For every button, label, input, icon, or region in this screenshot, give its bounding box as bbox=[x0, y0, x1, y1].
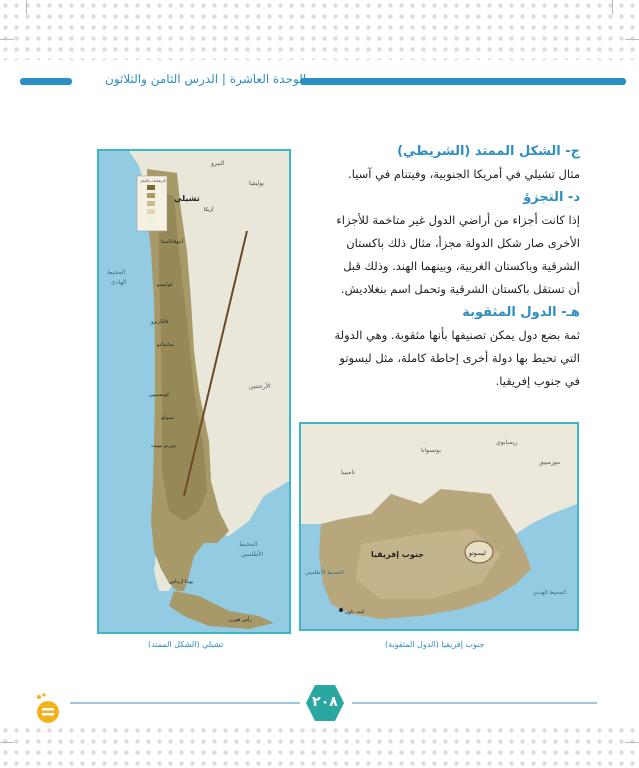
label-chile: تشيلي bbox=[174, 194, 200, 203]
label-valparaiso: فالباريزو bbox=[151, 319, 169, 325]
label-indian: المحيط الهندي bbox=[533, 590, 567, 596]
south-africa-map bbox=[299, 422, 579, 631]
chile-map bbox=[97, 149, 291, 634]
top-dot-pattern bbox=[0, 0, 639, 60]
label-atlantic-2: الأطلسي bbox=[241, 551, 264, 558]
label-atlantic: المحيط الأطلسي bbox=[305, 570, 344, 576]
section-d-heading: د- التجزؤ bbox=[523, 190, 580, 205]
footer-line-left bbox=[70, 702, 300, 704]
label-puerto-montt: بويرتو مونت bbox=[151, 443, 177, 449]
header-bar-right bbox=[300, 78, 626, 85]
label-pacific-2: الهادئ bbox=[111, 279, 127, 286]
unit-title: الوحدة العاشرة | الدرس الثامن والثلاثون bbox=[105, 72, 307, 86]
label-punta-arenas: بونتا أريناس bbox=[169, 579, 194, 585]
label-coquimbo: كوكيمبو bbox=[157, 282, 173, 288]
label-south-africa: جنوب إفريقيا bbox=[371, 550, 424, 559]
label-peru: البيرو bbox=[211, 160, 225, 167]
label-lesotho: ليسوتو bbox=[469, 550, 486, 557]
crop-mark bbox=[625, 742, 639, 743]
label-cape-town: كيب تاون bbox=[345, 609, 365, 615]
label-arica: أريكا bbox=[204, 207, 214, 213]
section-c-text: مثال تشيلي في أمريكا الجنوبية، وفيتنام في آسيا. bbox=[348, 167, 580, 181]
label-santiago: سانتياغو bbox=[157, 342, 174, 348]
crop-mark bbox=[0, 39, 14, 40]
label-atlantic-1: المحيط bbox=[239, 541, 258, 548]
label-zimbabwe: زيمبابوي bbox=[496, 439, 518, 446]
label-temuco: تيموكو bbox=[161, 415, 175, 421]
section-e-text: ثمة بضع دول يمكن تصنيفها بأنها مثقوبة. وهي الدولة التي تحيط بها دولة أخرى إحاطة كاملة، مثل ليسوتو في جنوب إفريقيا. bbox=[334, 328, 580, 388]
bottom-dot-pattern bbox=[0, 725, 639, 768]
chile-map-caption: تشيلي (الشكل الممتد) bbox=[148, 640, 224, 649]
label-argentina: الأرجنتين bbox=[249, 383, 271, 390]
footer-line-right bbox=[352, 702, 597, 704]
page-number-badge bbox=[305, 684, 345, 722]
label-mozambique: موزمبيق bbox=[539, 459, 561, 466]
crop-mark bbox=[625, 39, 639, 40]
sa-map-caption: جنوب إفريقيا (الدول المثقوبة) bbox=[385, 640, 485, 649]
label-concepcion: كونسبيون bbox=[149, 392, 170, 398]
label-botswana: بوتسوانا bbox=[421, 447, 442, 454]
crop-mark bbox=[0, 742, 14, 743]
label-bolivia: بوليفيا bbox=[249, 180, 265, 187]
crop-mark bbox=[612, 0, 613, 14]
page-number: ٢٠٨ bbox=[312, 694, 338, 710]
section-e-heading: هـ- الدول المثقوبة bbox=[462, 305, 580, 320]
crop-mark bbox=[26, 0, 27, 14]
section-c-heading: ج- الشكل الممتد (الشريطي) bbox=[397, 144, 580, 159]
header-bar-left bbox=[20, 78, 72, 85]
label-namibia: ناميبيا bbox=[341, 469, 355, 476]
section-d-text: إذا كانت أجزاء من أراضي الدول غير متاخمة للأجزاء الأخرى صار شكل الدولة مجزأ، مثال ذلك باكستان الشرقية وباكستان الغربية، وبينهما الهند. وذلك قبل أن تستقل باكستان الشرقية وتحمل اسم بنغلاديش. bbox=[336, 213, 580, 296]
label-cape-horn: رأس هورن bbox=[229, 617, 252, 623]
publisher-logo-icon bbox=[33, 692, 63, 724]
label-pacific-1: المحيط bbox=[107, 269, 126, 276]
label-antofagasta: أنتوفاغاستا bbox=[161, 239, 184, 245]
lesson-text bbox=[328, 140, 580, 393]
legend-title: الارتفاعات بالأمتار bbox=[140, 179, 166, 183]
